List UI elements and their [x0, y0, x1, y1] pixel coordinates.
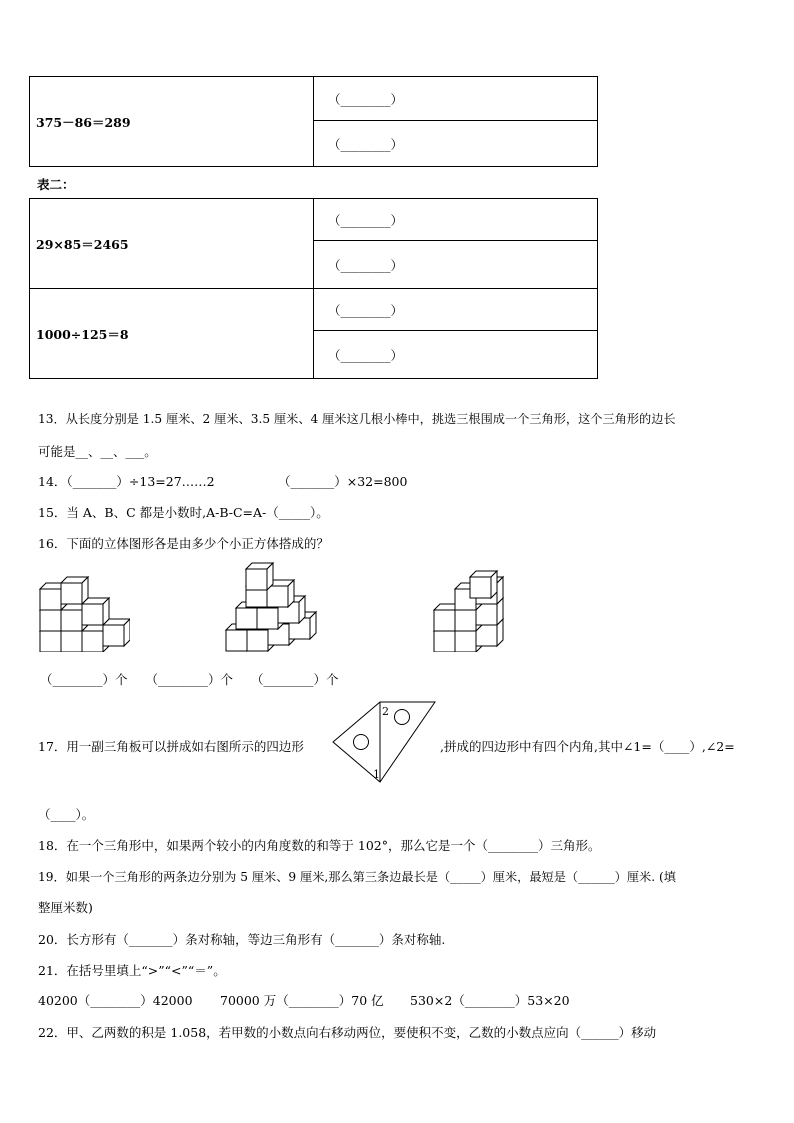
question-18: 18．在一个三角形中，如果两个较小的内角度数的和等于 102°，那么它是一个（________）三角形。 [38, 838, 601, 853]
answer-blank[interactable]: （________） [314, 121, 598, 167]
answer-blank[interactable]: （________） [314, 289, 598, 331]
angle-2-label: 2 [382, 705, 389, 718]
question-13-line-1: 13．从长度分别是 1.5 厘米、2 厘米、3.5 厘米、4 厘米这几根小棒中，挑选三根围成一个三角形，这个三角形的边长 [38, 412, 676, 426]
question-17-text-before: 17．用一副三角板可以拼成如右图所示的四边形 [38, 739, 304, 754]
question-17-line-2: （____）。 [38, 807, 95, 822]
question-14-part-1: 14．（_______）÷13=27……2 [38, 474, 215, 489]
question-14-part-2: （_______）×32=800 [278, 474, 408, 489]
table-1 [29, 76, 598, 167]
cube-figure-3 [432, 570, 504, 652]
question-20: 20．长方形有（_______）条对称轴，等边三角形有（_______）条对称轴. [38, 932, 446, 947]
equation-cell: 1000÷125＝8 [30, 289, 314, 379]
comparison-2: 70000 万（________）70 亿 [220, 993, 384, 1008]
question-19-line-2: 整厘米数) [38, 900, 93, 915]
question-17-text-after: ,拼成的四边形中有四个内角,其中∠1=（____）,∠2= [440, 739, 735, 754]
table-2 [29, 198, 598, 379]
equation-cell: 29×85＝2465 [30, 199, 314, 289]
cube-figure-1 [38, 570, 130, 652]
question-16: 16．下面的立体图形各是由多少个小正方体搭成的？ [38, 536, 329, 551]
answer-blank[interactable]: （________） [314, 199, 598, 241]
comparison-1: 40200（________）42000 [38, 993, 193, 1008]
answer-blank[interactable]: （________） [314, 77, 598, 121]
quadrilateral-figure [330, 698, 438, 786]
answer-blank[interactable]: （________） [314, 331, 598, 379]
cube-figure-2 [224, 562, 324, 652]
angle-1-label: 1 [373, 768, 380, 781]
question-22: 22．甲、乙两数的积是 1.058，若甲数的小数点向右移动两位，要使积不变，乙数的小数点应向（______）移动 [38, 1025, 657, 1040]
equation-cell: 375－86＝289 [30, 77, 314, 167]
question-15: 15．当 A、B、C 都是小数时,A-B-C=A-（_____）。 [38, 505, 329, 520]
answer-blank[interactable]: （________） [314, 241, 598, 289]
question-21: 21．在括号里填上“>”“<”“＝”。 [38, 963, 226, 978]
question-16-answers: （________）个 （________）个 （________）个 [40, 672, 339, 687]
question-13-line-2: 可能是__、__、___。 [38, 444, 157, 459]
question-19-line-1: 19．如果一个三角形的两条边分别为 5 厘米、9 厘米,那么第三条边最长是（_____）厘米，最短是（______）厘米. (填 [38, 870, 676, 884]
comparison-3: 530×2（________）53×20 [410, 993, 570, 1008]
table-2-label: 表二： [37, 177, 75, 192]
